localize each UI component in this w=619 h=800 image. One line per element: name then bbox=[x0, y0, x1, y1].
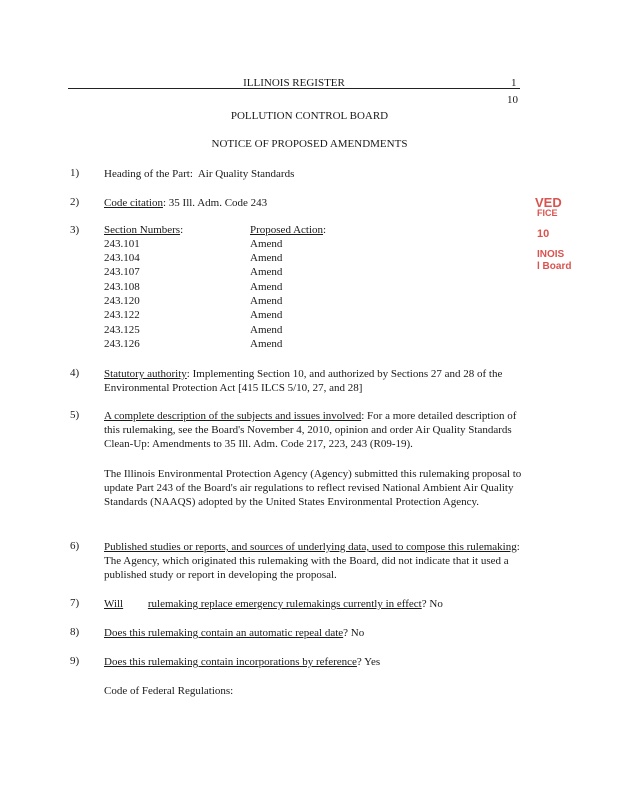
stamp-line-3: 10 bbox=[537, 228, 550, 240]
item-7-number: 7) bbox=[70, 597, 80, 609]
section-action: Amend bbox=[250, 266, 283, 278]
stamp-line-4: INOIS bbox=[537, 249, 565, 260]
section-action: Amend bbox=[250, 295, 283, 307]
section-number: 243.120 bbox=[104, 295, 140, 307]
item-5-number: 5) bbox=[70, 409, 80, 421]
item-7: Will rulemaking replace emergency rulemakings currently in effect? No bbox=[104, 598, 443, 610]
stamp-line-1: VED bbox=[535, 195, 562, 210]
section-number: 243.126 bbox=[104, 338, 140, 350]
section-number: 243.101 bbox=[104, 238, 140, 250]
item-4: Statutory authority: Implementing Section 10, and authorized by Sections 27 and 28 of the Environmental Protection Act [415 ILCS 5/10, 27, and 28] bbox=[104, 368, 503, 394]
item-1: Heading of the Part: Air Quality Standards bbox=[104, 168, 295, 180]
item-6-number: 6) bbox=[70, 540, 80, 552]
item-9: Does this rulemaking contain incorporations by reference? Yes bbox=[104, 656, 381, 668]
section-action: Amend bbox=[250, 338, 283, 350]
cfr-heading: Code of Federal Regulations: bbox=[104, 685, 234, 697]
section-action: Amend bbox=[250, 252, 283, 264]
actions-header: Proposed Action: bbox=[250, 224, 327, 236]
item-2: Code citation: 35 Ill. Adm. Code 243 bbox=[104, 197, 268, 209]
item-5-paragraph: The Illinois Environmental Protection Agency (Agency) submitted this rulemaking proposal to update Part 243 of the Board's air regulations to reflect revised National Ambient Air Quality Standards (NAAQS) adopted by the United States Environmental Protection Agency. bbox=[104, 468, 522, 508]
section-action: Amend bbox=[250, 324, 283, 336]
section-action: Amend bbox=[250, 281, 283, 293]
item-1-number: 1) bbox=[70, 167, 80, 179]
page-number: 1 bbox=[511, 77, 517, 89]
sections-header: Section Numbers: bbox=[104, 224, 184, 236]
section-number: 243.104 bbox=[104, 252, 140, 264]
section-number: 243.108 bbox=[104, 281, 140, 293]
item-8-number: 8) bbox=[70, 626, 80, 638]
item-3-number: 3) bbox=[70, 224, 80, 236]
section-number: 243.122 bbox=[104, 309, 140, 321]
item-9-number: 9) bbox=[70, 655, 80, 667]
item-8: Does this rulemaking contain an automatic repeal date? No bbox=[104, 627, 365, 639]
board-title: POLLUTION CONTROL BOARD bbox=[230, 110, 389, 122]
header-rule bbox=[68, 88, 520, 89]
section-number: 243.107 bbox=[104, 266, 140, 278]
item-4-number: 4) bbox=[70, 367, 80, 379]
register-name: ILLINOIS REGISTER bbox=[243, 77, 345, 89]
section-action: Amend bbox=[250, 238, 283, 250]
item-2-number: 2) bbox=[70, 196, 80, 208]
section-action: Amend bbox=[250, 309, 283, 321]
page-number-2: 10 bbox=[507, 94, 518, 106]
notice-title: NOTICE OF PROPOSED AMENDMENTS bbox=[211, 138, 408, 150]
item-6: Published studies or reports, and sources of underlying data, used to compose this rulemaking: The Agency, which originated this rulemaking with the Board, did not indicate that it used a published study or report in developing the proposal. bbox=[104, 541, 520, 581]
stamp-line-5: l Board bbox=[537, 261, 572, 272]
section-number: 243.125 bbox=[104, 324, 140, 336]
stamp-line-2: FICE bbox=[537, 208, 558, 218]
item-5: A complete description of the subjects and issues involved: For a more detailed description of this rulemaking, see the Board's November 4, 2010, opinion and order Air Quality Standards Clean-Up: Amendments to 35 Ill. Adm. Code 217, 223, 243 (R09-19). bbox=[104, 410, 517, 450]
